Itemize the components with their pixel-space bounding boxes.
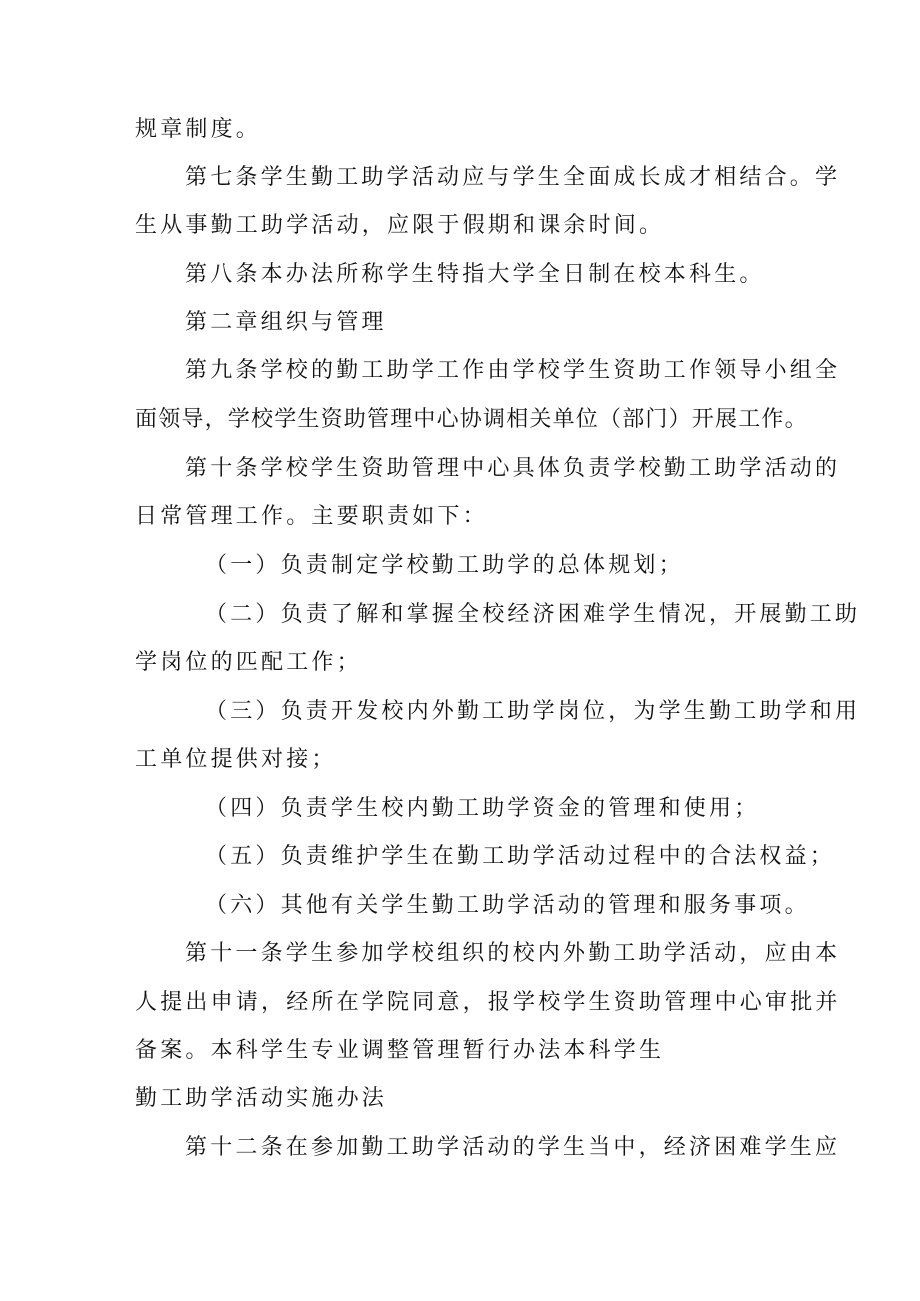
- list-item-1: （一）负责制定学校勤工助学的总体规划；: [205, 553, 684, 578]
- list-item-3-line-2: 工单位提供对接；: [135, 747, 337, 772]
- text-line-22: 第十二条在参加勤工助学活动的学生当中，经济困难学生应: [185, 1135, 841, 1160]
- list-item-2-line-1: （二）负责了解和掌握全校经济困难学生情况，开展勤工助: [205, 602, 861, 627]
- text-line-3: 生从事勤工助学活动，应限于假期和课余时间。: [135, 213, 665, 238]
- text-line-21: 勤工助学活动实施办法: [135, 1086, 388, 1111]
- text-line-19: 人提出申请，经所在学院同意，报学校学生资助管理中心审批并: [135, 990, 841, 1015]
- text-line-18: 第十一条学生参加学校组织的校内外勤工助学活动，应由本: [185, 941, 841, 966]
- text-line-20: 备案。本科学生专业调整管理暂行办法本科学生: [135, 1038, 665, 1063]
- chapter-heading: 第二章组织与管理: [185, 310, 387, 335]
- text-line-6: 第九条学校的勤工助学工作由学校学生资助工作领导小组全: [185, 358, 841, 383]
- list-item-6: （六）其他有关学生勤工助学活动的管理和服务事项。: [205, 893, 810, 918]
- text-line-4: 第八条本办法所称学生特指大学全日制在校本科生。: [185, 262, 765, 287]
- text-line-2: 第七条学生勤工助学活动应与学生全面成长成才相结合。学: [185, 165, 841, 190]
- list-item-2-line-2: 学岗位的匹配工作；: [135, 650, 362, 675]
- list-item-5: （五）负责维护学生在勤工助学活动过程中的合法权益；: [205, 844, 836, 869]
- text-line-8: 第十条学校学生资助管理中心具体负责学校勤工助学活动的: [185, 456, 841, 481]
- text-line-1: 规章制度。: [135, 117, 262, 142]
- list-item-3-line-1: （三）负责开发校内外勤工助学岗位，为学生勤工助学和用: [205, 699, 861, 724]
- list-item-4: （四）负责学生校内勤工助学资金的管理和使用；: [205, 796, 760, 821]
- text-line-7: 面领导，学校学生资助管理中心协调相关单位（部门）开展工作。: [135, 407, 808, 432]
- text-line-9: 日常管理工作。主要职责如下：: [135, 504, 488, 529]
